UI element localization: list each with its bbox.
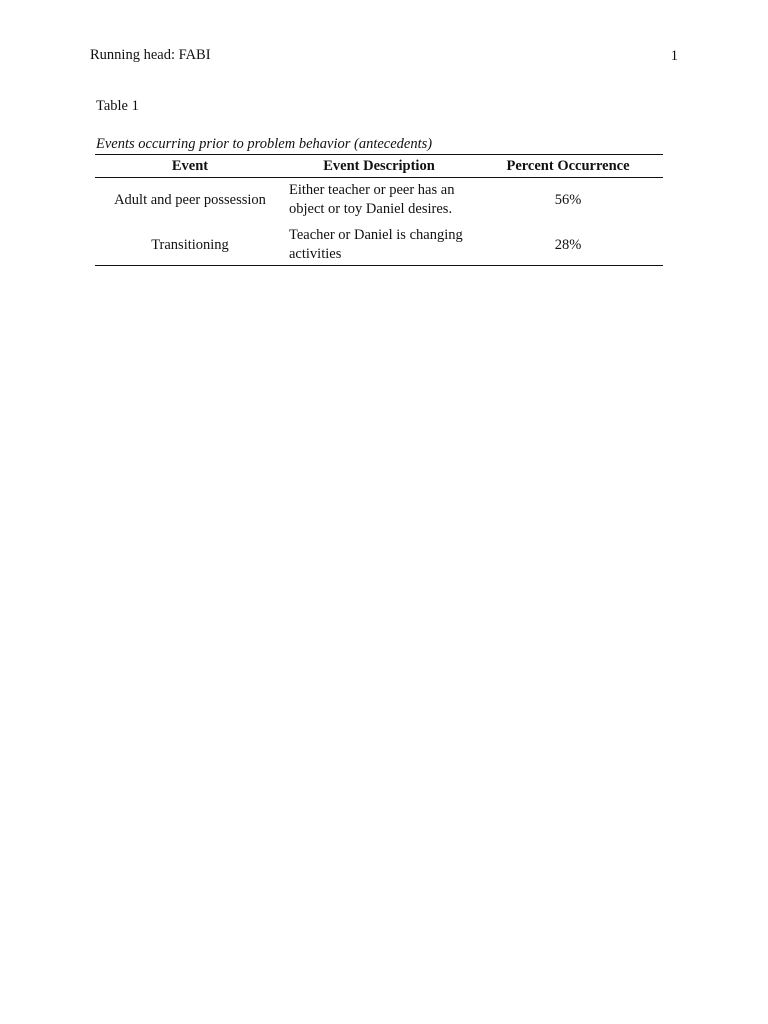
column-header-event-description: Event Description — [285, 155, 473, 178]
event-cell: Adult and peer possession — [114, 191, 266, 208]
column-header-percent-occurrence: Percent Occurrence — [473, 155, 663, 178]
table-row — [95, 221, 663, 266]
table-number-label: Table 1 — [96, 98, 139, 114]
percent-occurrence-cell: 56% — [554, 191, 582, 208]
table-header-row — [95, 155, 663, 178]
percent-occurrence-cell: 28% — [473, 221, 663, 266]
column-header-event: Event — [95, 155, 285, 178]
event-description-cell: Either teacher or peer has an object or toy Daniel desires. — [289, 182, 455, 217]
table-row — [95, 178, 663, 222]
page-number: 1 — [670, 48, 678, 64]
running-head: Running head: FABI — [90, 47, 211, 63]
table-caption: Events occurring prior to problem behavior (antecedents) — [96, 136, 433, 152]
event-description-cell: Teacher or Daniel is changing activities — [285, 221, 473, 266]
event-cell: Transitioning — [95, 221, 285, 266]
antecedents-table — [95, 154, 663, 266]
